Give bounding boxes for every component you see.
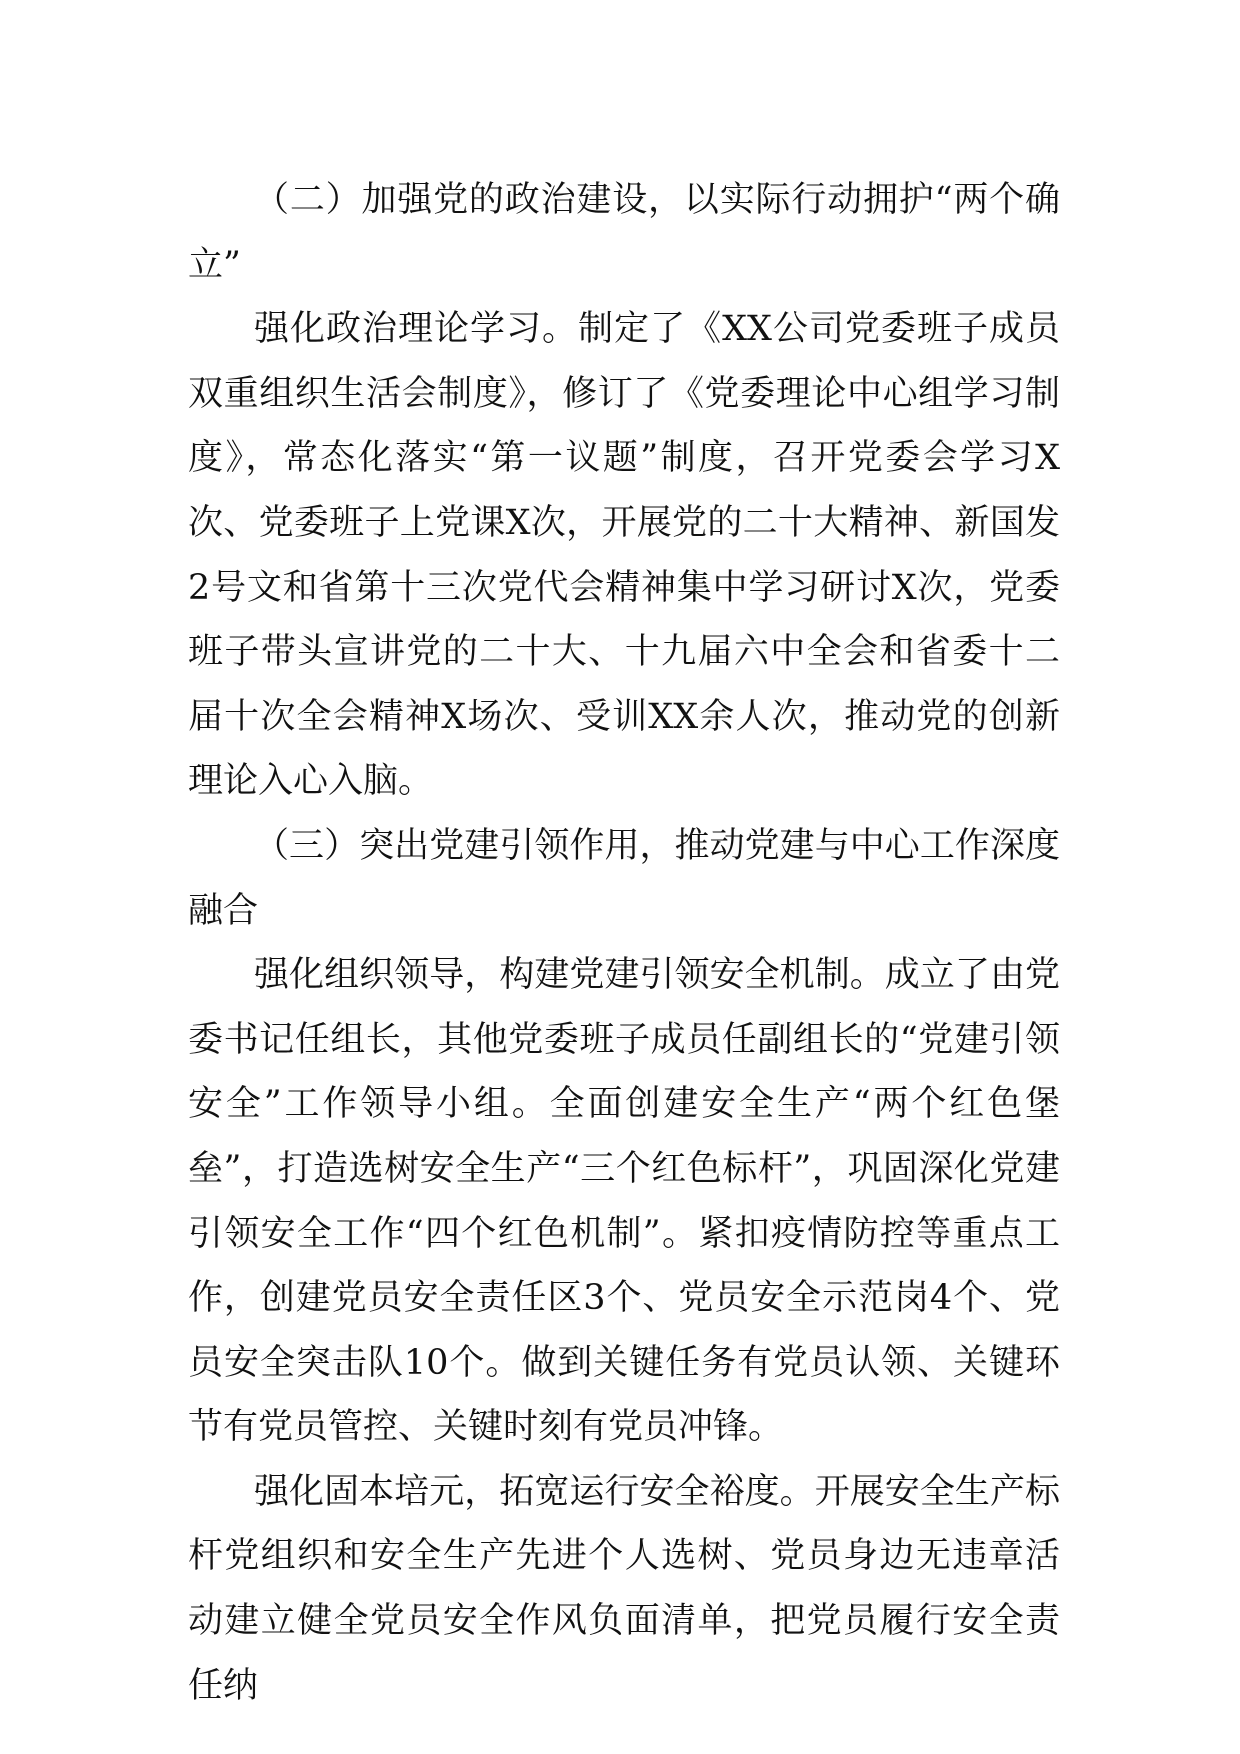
- section-heading-three: （三）突出党建引领作用，推动党建与中心工作深度融合: [188, 825, 1060, 931]
- paragraph-organizational-leadership: 强化组织领导，构建党建引领安全机制。成立了由党委书记任组长，其他党委班子成员任副组长的“党建引领安全”工作领导小组。全面创建安全生产“两个红色堡垒”，打造选树安全生产“三个红色标杆”，巩固深化党建引领安全工作“四个红色机制”。紧扣疫情防控等重点工作，创建党员安全责任区3个、党员安全示范岗4个、党员安全突击队10个。做到关键任务有党员认领、关键环节有党员管控、关键时刻有党员冲锋。: [188, 955, 1060, 1448]
- paragraph-political-study: 强化政治理论学习。制定了《XX公司党委班子成员双重组织生活会制度》，修订了《党委理论中心组学习制度》，常态化落实“第一议题”制度，召开党委会学习X次、党委班子上党课X次，开展党的二十大精神、新国发2号文和省第十三次党代会精神集中学习研讨X次，党委班子带头宣讲党的二十大、十九届六中全会和省委十二届十次全会精神X场次、受训XX余人次，推动党的创新理论入心入脑。: [188, 309, 1060, 802]
- section-heading-two: （二）加强党的政治建设，以实际行动拥护“两个确立”: [188, 180, 1060, 285]
- paragraph-safety-margin: 强化固本培元，拓宽运行安全裕度。开展安全生产标杆党组织和安全生产先进个人选树、党员身边无违章活动建立健全党员安全作风负面清单，把党员履行安全责任纳: [188, 1471, 1060, 1706]
- document-body: [188, 168, 1060, 1718]
